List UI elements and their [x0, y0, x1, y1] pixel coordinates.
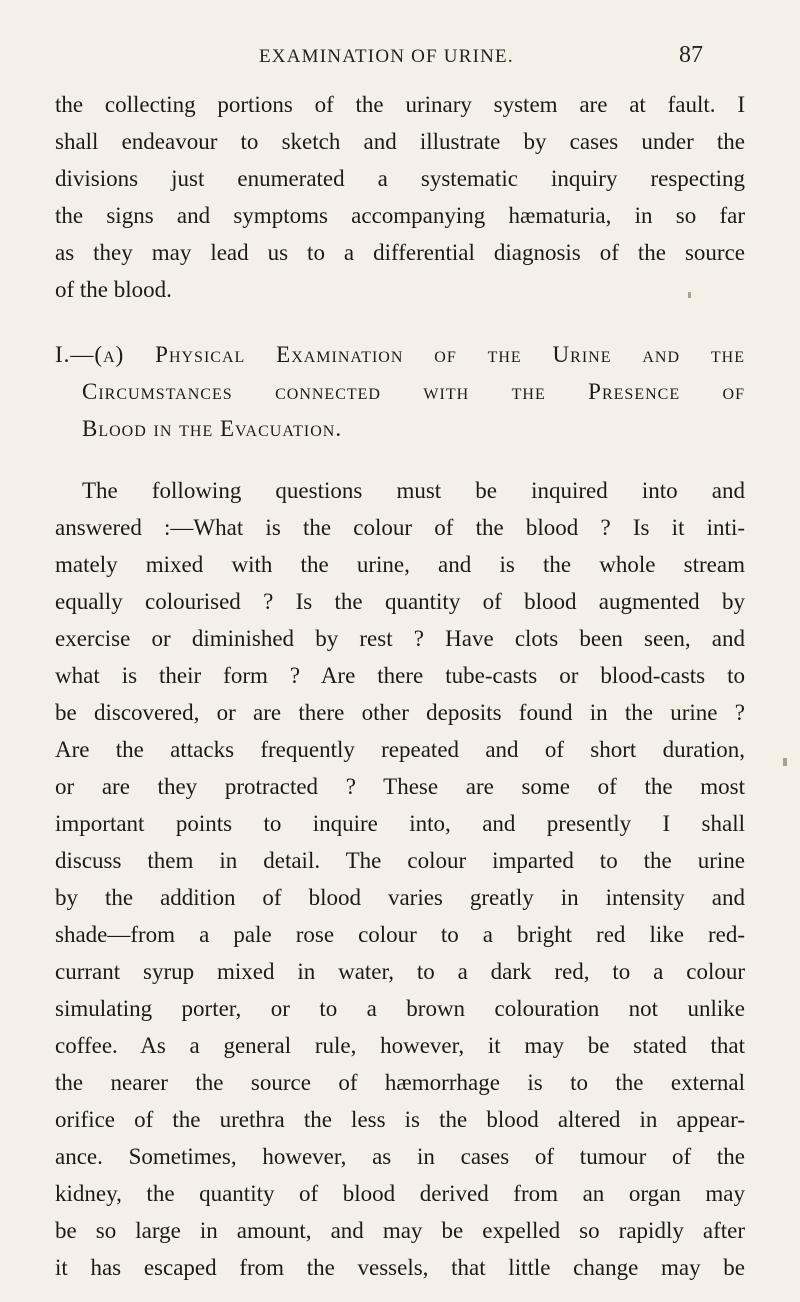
text-line: discuss them in detail. The colour imparted to the urine — [55, 848, 745, 873]
text-line: it has escaped from the vessels, that little change may be — [55, 1255, 745, 1280]
intro-paragraph — [55, 86, 745, 308]
text-line: ance. Sometimes, however, as in cases of tumour of the — [55, 1144, 745, 1169]
text-line: the nearer the source of hæmorrhage is to the external — [55, 1070, 745, 1095]
text-line: shade—from a pale rose colour to a bright red like red- — [55, 922, 745, 947]
text-line: what is their form ? Are there tube-casts or blood-casts to — [55, 663, 745, 688]
text-line: coffee. As a general rule, however, it may be stated that — [55, 1033, 745, 1058]
text-line: important points to inquire into, and presently I shall — [55, 811, 745, 836]
text-line: the collecting portions of the urinary system are at fault. I — [55, 92, 745, 117]
text-line: the signs and symptoms accompanying hæmaturia, in so far — [55, 203, 745, 228]
text-line: divisions just enumerated a systematic inquiry respecting — [55, 166, 745, 191]
paper-speck — [783, 758, 787, 766]
heading-line: I.—(a) Physical Examination of the Urine and the — [55, 342, 745, 367]
text-line: mately mixed with the urine, and is the whole stream — [55, 552, 745, 577]
text-line: of the blood. — [55, 277, 172, 302]
text-line: equally colourised ? Is the quantity of blood augmented by — [55, 589, 745, 614]
text-line: kidney, the quantity of blood derived from an organ may — [55, 1181, 745, 1206]
text-line: exercise or diminished by rest ? Have clots been seen, and — [55, 626, 745, 651]
heading-line: Circumstances connected with the Presence of — [82, 379, 745, 404]
text-line: or are they protracted ? These are some of the most — [55, 774, 745, 799]
heading-line: Blood in the Evacuation. — [82, 416, 343, 441]
text-line: by the addition of blood varies greatly in intensity and — [55, 885, 745, 910]
text-line: as they may lead us to a differential diagnosis of the source — [55, 240, 745, 265]
text-line: shall endeavour to sketch and illustrate by cases under the — [55, 129, 745, 154]
text-line: be discovered, or are there other deposits found in the urine ? — [55, 700, 745, 725]
running-title: EXAMINATION OF URINE. — [259, 46, 514, 67]
paper-speck — [688, 292, 691, 298]
text-line: The following questions must be inquired into and — [82, 478, 745, 503]
text-line: answered :—What is the colour of the blood ? Is it inti- — [55, 515, 745, 540]
body-paragraph — [55, 472, 745, 1286]
text-line: currant syrup mixed in water, to a dark red, to a colour — [55, 959, 745, 984]
page-number: 87 — [679, 42, 703, 68]
text-line: Are the attacks frequently repeated and of short duration, — [55, 737, 745, 762]
section-heading — [55, 336, 745, 447]
text-line: be so large in amount, and may be expelled so rapidly after — [55, 1218, 745, 1243]
text-line: simulating porter, or to a brown colouration not unlike — [55, 996, 745, 1021]
text-line: orifice of the urethra the less is the blood altered in appear- — [55, 1107, 745, 1132]
